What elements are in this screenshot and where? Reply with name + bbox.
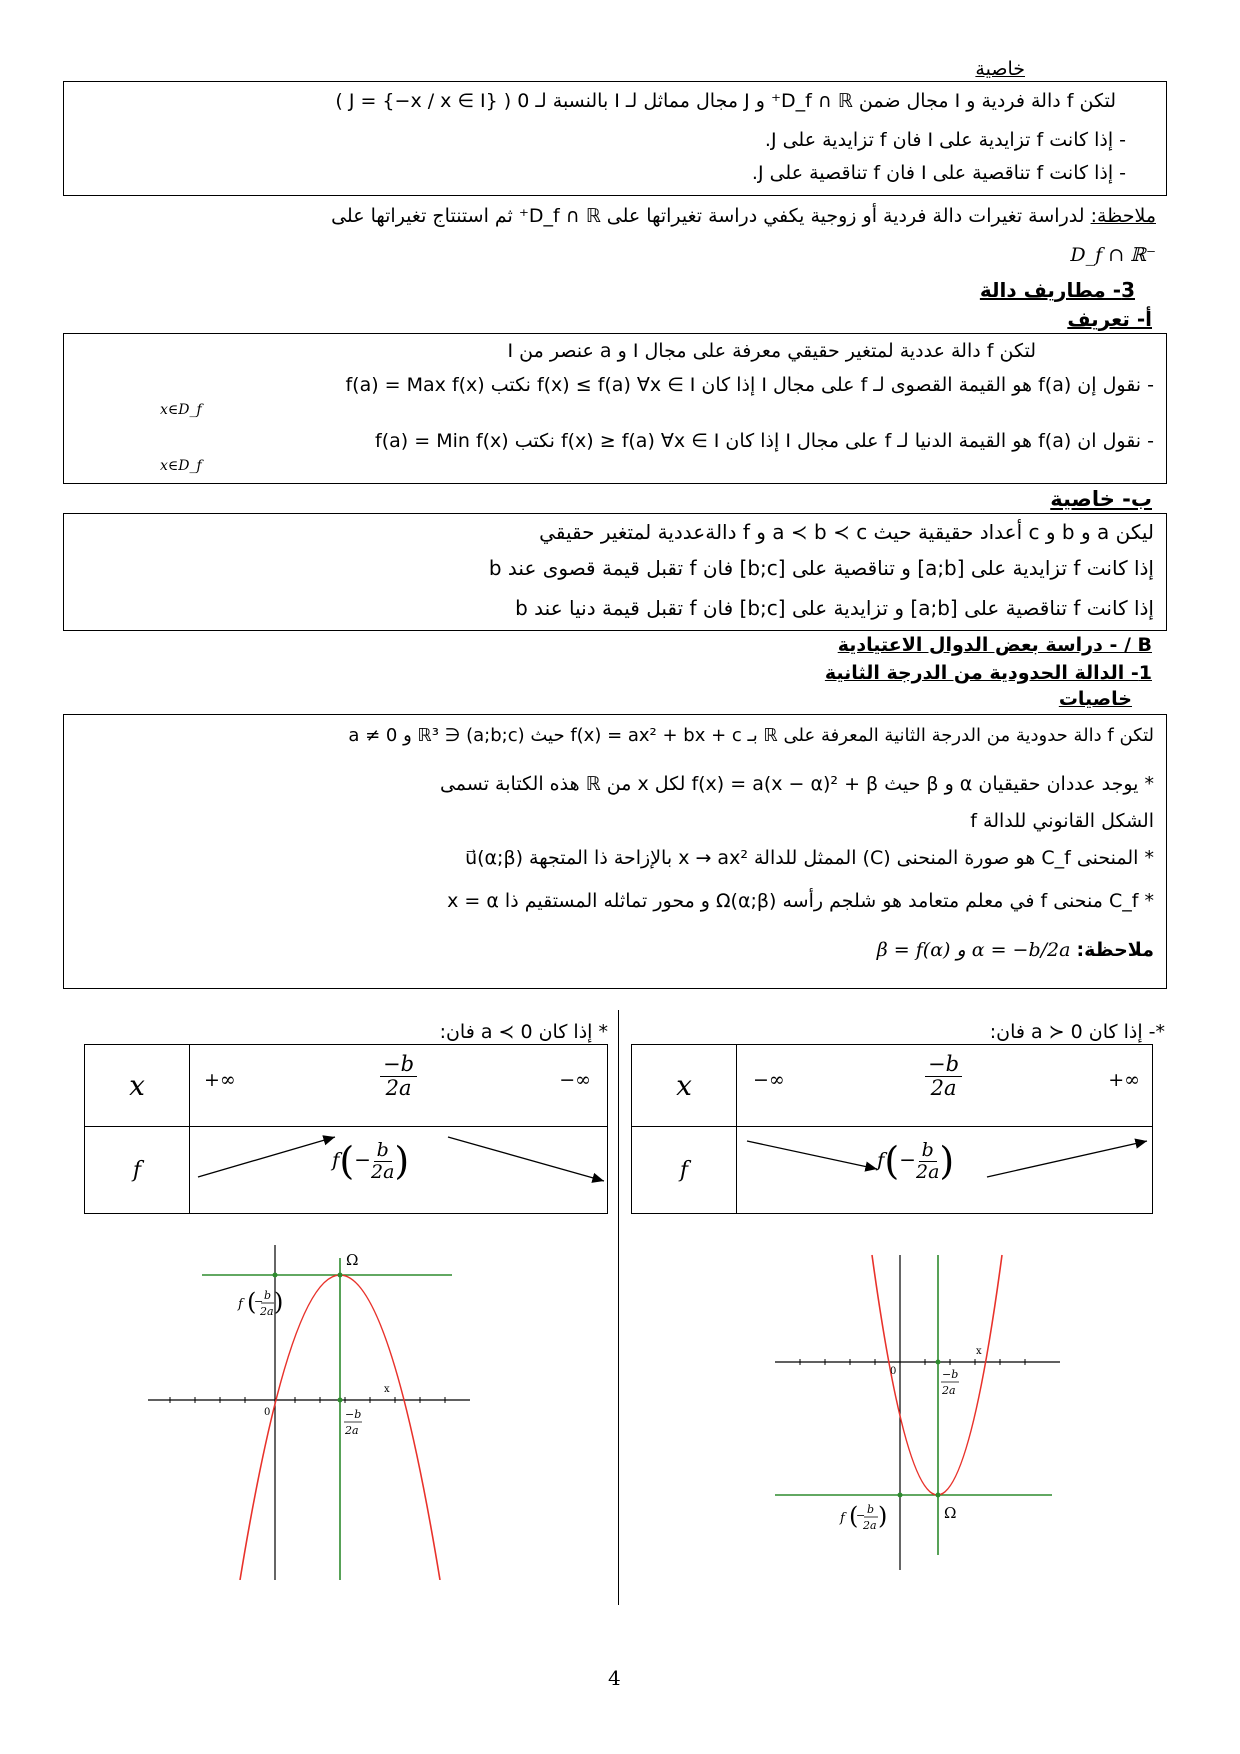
section-b-title: B / - دراسة بعض الدوال الاعتيادية (837, 634, 1152, 656)
property-1-line-1: لتكن f دالة فردية و I مجال ضمن D_f ∩ ℝ⁺ و J مجال مماثل لـ I بالنسبة لـ 0 ( J = {−x / x ∈ I} ) (335, 90, 1116, 112)
graph-neg-bn: b (264, 1289, 272, 1302)
vt-neg-mid: $\frac{-b}{2a}$ (380, 1053, 417, 1100)
property-2-line-1: ليكن a و b و c أعداد حقيقية حيث a ≺ b ≺ c و f دالةعددية لمتغير حقيقي (539, 520, 1154, 544)
property-2-line-3: إذا كانت f تناقصية على [a;b] و تزايدية على [b;c] فان f تقبل قيمة دنيا عند b (515, 596, 1154, 620)
svg-text:−: − (856, 1509, 866, 1522)
note-2-formula: α = −b/2a و β = f(α) (876, 939, 1071, 961)
vt-pos-f: f (679, 1157, 689, 1183)
section-3-title: 3- مطاريف دالة (979, 278, 1135, 302)
graph-neg-origin: 0 (264, 1407, 271, 1418)
graph-neg-bd2: 2a (260, 1305, 274, 1318)
graph-neg-omega: Ω (346, 1251, 359, 1269)
note-1-continuation: D_f ∩ ℝ⁻ (1070, 244, 1156, 266)
graph-negative (140, 1240, 470, 1580)
note-1 (331, 205, 1156, 227)
properties-3-line-6 (877, 939, 1154, 961)
vt-pos-left: −∞ (753, 1069, 785, 1091)
svg-text:(: ( (247, 1288, 257, 1316)
vt-pos-extremum: f(− $\frac{b}{2a}$ ) (877, 1138, 955, 1183)
properties-3-box (63, 714, 1167, 989)
graph-pos-mb: −b (942, 1368, 959, 1381)
case-divider (618, 1010, 619, 1605)
properties-3-line-2: * يوجد عددان حقيقيان α و β حيث f(x) = a(x − α)² + β لكل x من ℝ هذه الكتابة تسمى (439, 773, 1154, 795)
note-2-label: ملاحظة: (1076, 939, 1154, 961)
properties-3-line-5: * C_f منحنى f في معلم متعامد هو شلجم رأسه Ω(α;β) و محور تماثله المستقيم ذا x = α (447, 890, 1154, 912)
case-left-heading: * إذا كان a ≺ 0 فان: (439, 1021, 608, 1043)
vt-pos-mid: $\frac{-b}{2a}$ (925, 1053, 962, 1100)
property-1-line-2: - إذا كانت f تزايدية على I فان f تزايدية على J. (764, 129, 1126, 151)
svg-text:−: − (254, 1295, 264, 1308)
definition-line-2-sub: x∈D_f (160, 402, 202, 418)
property-2-title: ب- خاصية (1050, 487, 1152, 511)
vt-neg-extremum: f(− $\frac{b}{2a}$ ) (332, 1138, 410, 1183)
vt-pos-right: +∞ (1108, 1069, 1140, 1091)
note-1-label: ملاحظة: (1090, 205, 1156, 227)
properties-3-line-3: الشكل القانوني للدالة f (970, 810, 1154, 832)
case-right-heading: *- إذا كان a ≻ 0 فان: (989, 1021, 1165, 1043)
graph-neg-y-point (273, 1273, 278, 1278)
svg-text:): ) (878, 1502, 888, 1530)
graph-pos-omega: Ω (944, 1504, 957, 1522)
graph-pos-x-point (936, 1360, 941, 1365)
property-1-box (63, 81, 1167, 196)
properties-3-line-4: * المنحنى C_f هو صورة المنحنى (C) الممثل للدالة x → ax² بالإزاحة ذا المتجهة u⃗(α;β) (465, 847, 1154, 869)
definition-line-3-sub: x∈D_f (160, 458, 202, 474)
graph-pos-x-label: x (976, 1346, 982, 1357)
graph-neg-vertex (338, 1273, 343, 1278)
graph-neg-bd: 2a (345, 1424, 359, 1437)
vt-neg-f: f (132, 1157, 142, 1183)
vt-pos-arrow-down (747, 1141, 877, 1169)
graph-neg-x-label: x (384, 1384, 390, 1395)
graph-pos-fb: f (840, 1511, 845, 1526)
page-number: 4 (608, 1666, 621, 1690)
graph-neg-mb: −b (345, 1408, 362, 1421)
vt-neg-left: +∞ (204, 1069, 236, 1091)
graph-pos-bd: 2a (942, 1384, 956, 1397)
variation-table-negative (84, 1044, 608, 1214)
graph-pos-bn: b (867, 1503, 875, 1516)
definition-line-2: - نقول إن f(a) هو القيمة القصوى لـ f على مجال I إذا كان f(x) ≤ f(a) ∀x ∈ I نكتب f(a) = Max f(x) (345, 374, 1154, 396)
section-b-sub-2: خاصيات (1058, 688, 1132, 710)
variation-table-positive (631, 1044, 1153, 1214)
vt-neg-x: x (129, 1069, 145, 1102)
vt-pos-x: x (676, 1069, 692, 1102)
vt-neg-arrow-up (198, 1137, 335, 1177)
vt-pos-arrow-up (987, 1141, 1147, 1177)
property-2-line-2: إذا كانت f تزايدية على [a;b] و تناقصية على [b;c] فان f تقبل قيمة قصوى عند b (488, 556, 1154, 580)
definition-box (63, 333, 1167, 484)
property-1-title: خاصية (975, 58, 1025, 80)
graph-positive (770, 1250, 1070, 1570)
property-2-box (63, 513, 1167, 631)
property-1-line-3: - إذا كانت f تناقصية على I فان f تناقصية على J. (751, 162, 1126, 184)
section-3-sub: أ- تعريف (1067, 307, 1152, 331)
definition-line-3: - نقول ان f(a) هو القيمة الدنيا لـ f على مجال I إذا كان f(x) ≥ f(a) ∀x ∈ I نكتب f(a) = Min f(x) (375, 430, 1154, 452)
graph-pos-bd2: 2a (863, 1519, 877, 1532)
properties-3-line-1: لتكن f دالة حدودية من الدرجة الثانية المعرفة على ℝ بـ f(x) = ax² + bx + c حيث (a;b;c) ∈ ℝ³ و a ≠ 0 (348, 725, 1154, 746)
vt-neg-right: −∞ (559, 1069, 591, 1091)
svg-text:): ) (274, 1288, 284, 1316)
graph-pos-y-point (898, 1493, 903, 1498)
svg-text:(: ( (849, 1502, 859, 1530)
definition-line-1: لتكن f دالة عددية لمتغير حقيقي معرفة على مجال I و a عنصر من I (507, 340, 1036, 362)
graph-pos-vertex (936, 1493, 941, 1498)
note-1-text: لدراسة تغيرات دالة فردية أو زوجية يكفي دراسة تغيراتها على D_f ∩ ℝ⁺ ثم استنتاج تغيراتها على (331, 205, 1085, 227)
graph-neg-fb: f (238, 1297, 243, 1312)
graph-pos-origin: 0 (890, 1366, 897, 1377)
graph-neg-x-point (338, 1398, 343, 1403)
section-b-sub-1: 1- الدالة الحدودية من الدرجة الثانية (824, 662, 1152, 684)
vt-neg-arrow-down (448, 1137, 604, 1181)
